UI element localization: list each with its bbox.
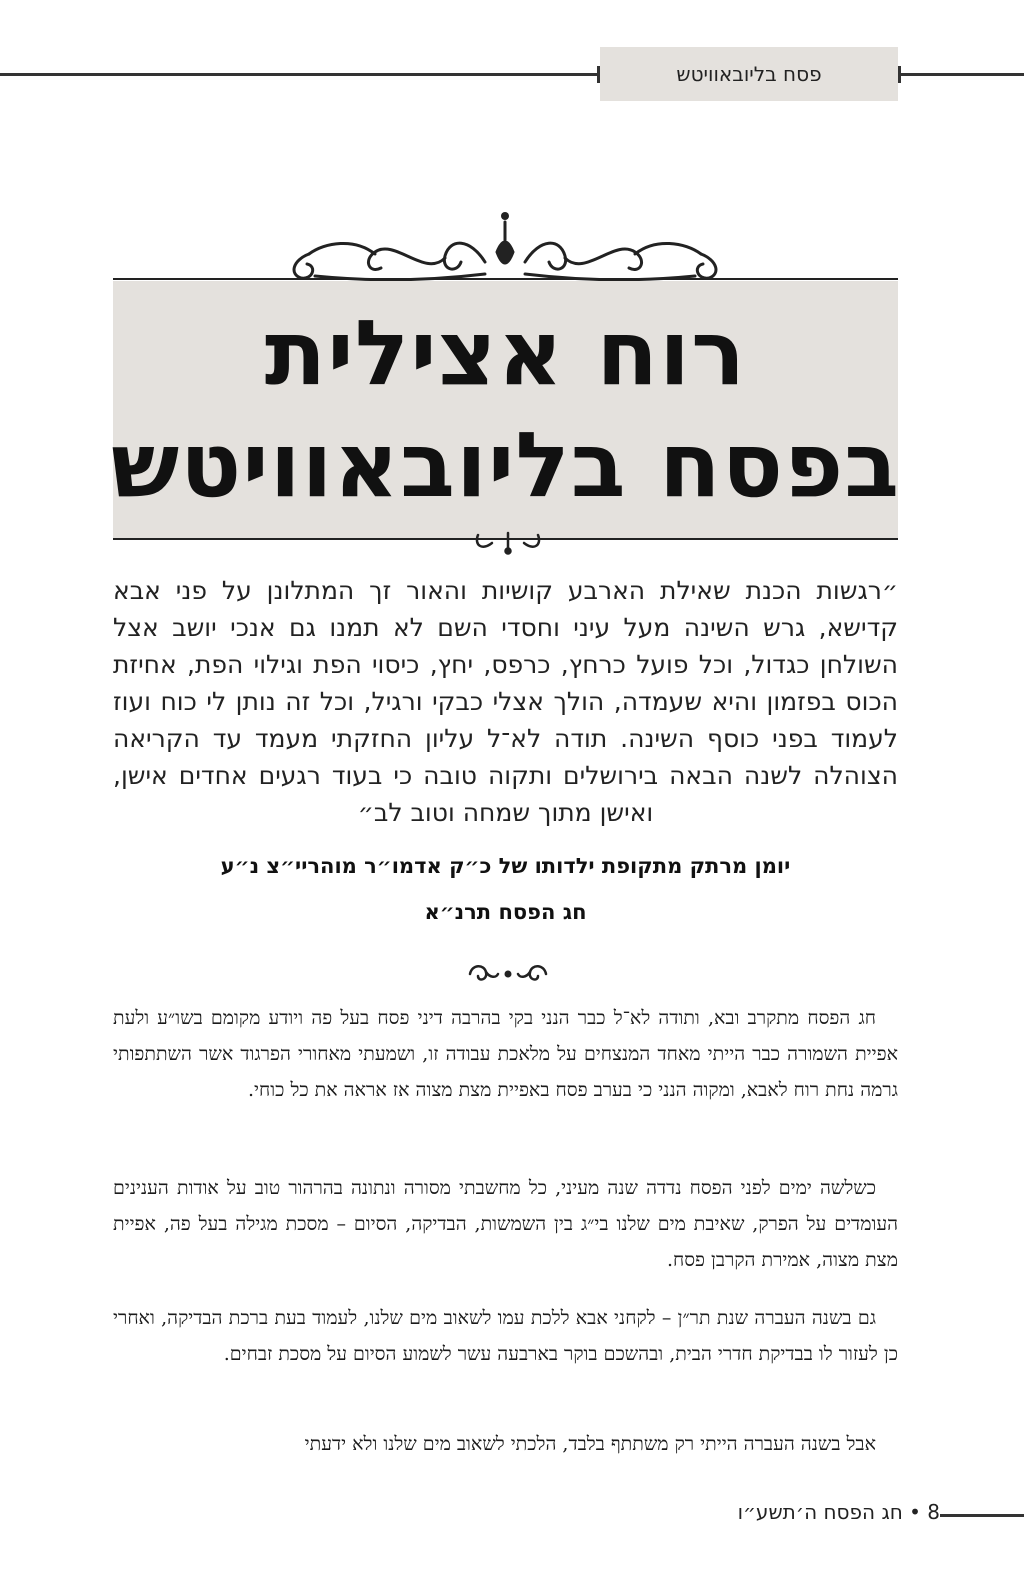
title-panel: [110, 281, 901, 538]
body-paragraph-3: [113, 1300, 898, 1372]
body-paragraph-1: [113, 1000, 898, 1108]
running-head: [600, 47, 898, 101]
paragraph-text: אבל בשנה העברה הייתי רק משתתף בלבד, הלכתי לשאוב מים שלנו ולא ידעתי: [304, 1433, 876, 1455]
running-head-text: פסח בליובאוויטש: [676, 62, 822, 86]
footer-rule: [940, 1514, 1024, 1517]
attribution-line-1: יומן מרתק מתקופת ילדותו של כ״ק אדמו״ר מוהריי״צ נ״ע: [220, 854, 791, 878]
running-head-rule-left: [0, 73, 600, 76]
attribution-line-2: חג הפסח תרנ״א: [424, 900, 587, 924]
paragraph-text: חג הפסח מתקרב ובא, ותודה לא־ל כבר הנני בקי בהרבה דיני פסח בעל פה ויודע מקומם בשו״ע ולעת אפיית השמורה כבר הייתי מאחד המנצחים על מלאכת עבודה זו, ושמעתי מאחורי הפרגוד אשר השתתפותי גרמה נחת רוח לאבא, ומקוה הנני כי בערב פסח באפיית מצת מצוה אז אראה את כל כוחי.: [113, 1007, 898, 1101]
title-line-1: רוח אצילית: [264, 300, 747, 406]
title-rule-top: [113, 278, 898, 280]
paragraph-text: גם בשנה העברה שנת תר״ן – לקחני אבא ללכת עמו לשאוב מים שלנו, לעמוד בעת ברכת הבדיקה, ואחרי כן לעזור לו בבדיקת חדרי הבית, ובהשכם בוקר בארבעה עשר לשמוע הסיום על מסכת זבחים.: [113, 1307, 898, 1365]
scroll-ornament-icon: [468, 531, 548, 555]
divider-ornament-icon: [466, 960, 550, 986]
flourish-ornament-icon: [285, 208, 725, 284]
footer-text: 8 • חג הפסח ה׳תשע״ו: [737, 1500, 940, 1524]
running-head-rule-right: [898, 73, 1024, 76]
title-line-2: בפסח בליובאוויטש: [110, 412, 901, 518]
paragraph-text: כשלשה ימים לפני הפסח נדדה שנה מעיני, כל מחשבתי מסורה ונתונה בהרהור טוב על אודות הענינים העומדים על הפרק, שאיבת מים שלנו בי״ג בין השמשות, הבדיקה, הסיום – מסכת מגילה בעל פה, אפיית מצת מצוה, אמירת הקרבן פסח.: [113, 1177, 898, 1271]
page-footer: [700, 1500, 940, 1530]
body-paragraph-4: [113, 1426, 898, 1462]
opening-quote: ״רגשות הכנת שאילת הארבע קושיות והאור זך המתלונן על פני אבא קדישא, גרש השינה מעל עיני וחסדי השם לא תמנו גם אנכי יושב אצל השולחן כגדול, וכל פועל כרחץ, כרפס, יחץ, כיסוי הפת וגילוי הפת, אחיזת הכוס בפזמון והיא שעמדה, הולך אצלי כבקי ורגיל, וכל זה נותן לי כוח ועוז לעמוד בפני כוסף השינה. תודה לא־ל עליון החזקתי מעמד עד הקריאה הצוהלה לשנה הבאה בירושלים ותקוה טובה כי בעוד רגעים אחדים אישן, ואישן מתוך שמחה וטוב לב״: [113, 576, 898, 827]
body-paragraph-2: [113, 1170, 898, 1278]
